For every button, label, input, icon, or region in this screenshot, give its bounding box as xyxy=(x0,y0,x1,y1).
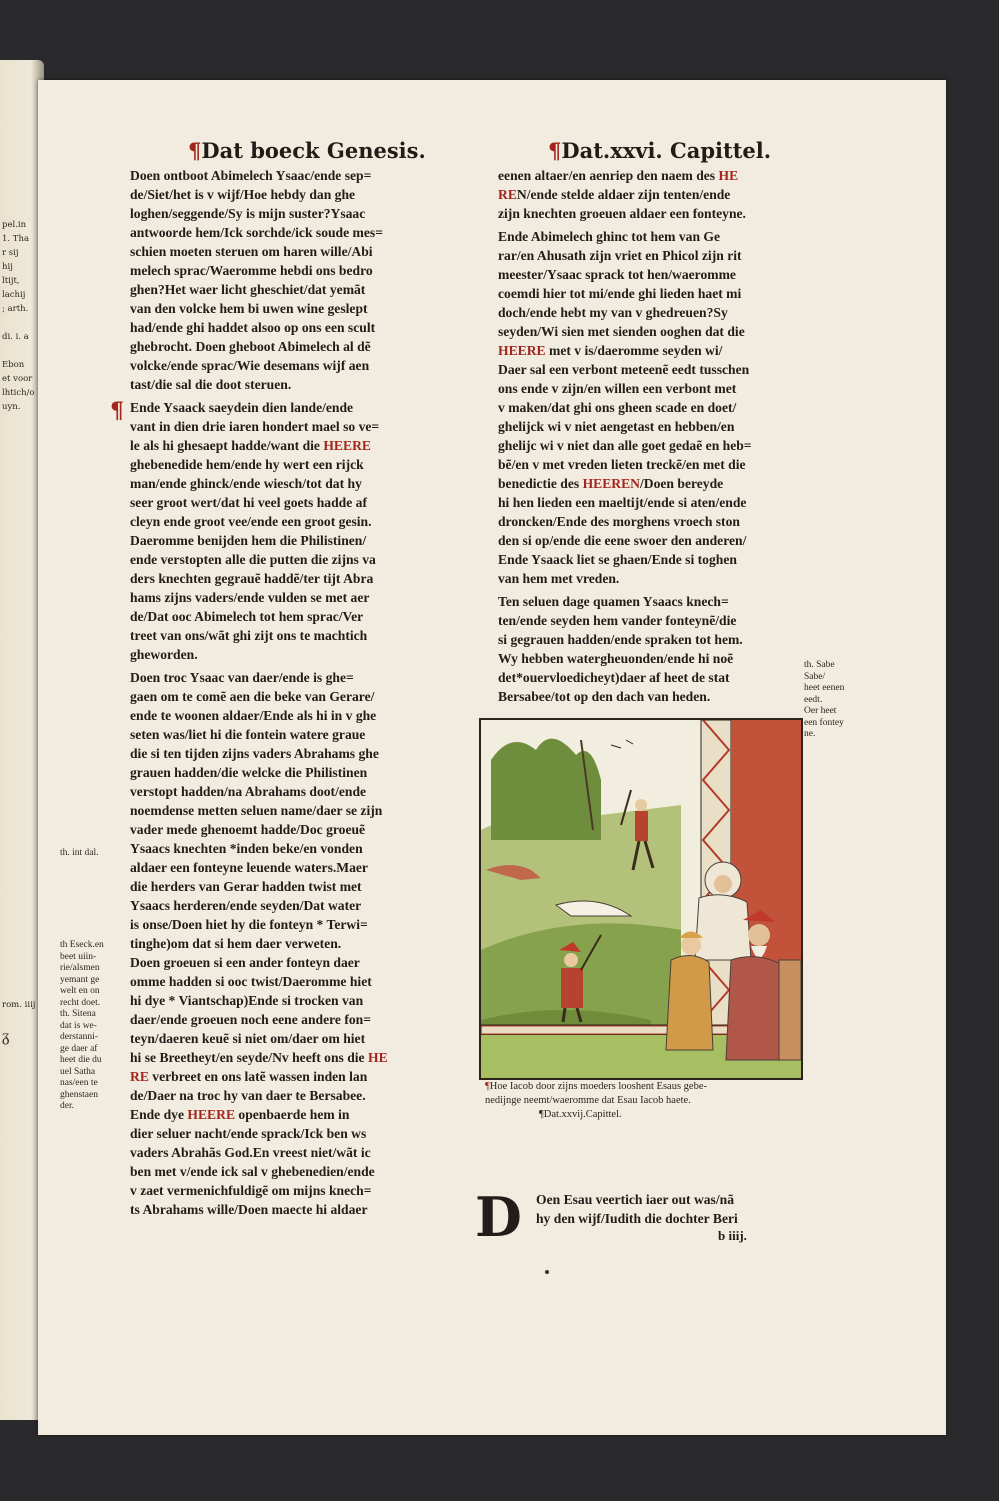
left-column-line: tinghe)om dat si hem daer verweten. xyxy=(130,936,342,951)
left-column-line: verstopt hadden/na Abrahams doot/ende xyxy=(130,784,367,799)
right-column-line: REN/ende stelde aldaer zijn tenten/ende xyxy=(498,187,731,202)
left-page-bottom-mark-2: ᵹ xyxy=(2,1026,10,1045)
left-column-line: ben met v/ende ick sal v ghebenedien/ende xyxy=(130,1164,375,1179)
book-page xyxy=(38,80,946,1435)
header-title-right: Dat.xxvi. Capittel. xyxy=(561,138,772,163)
left-column-line: vant in dien drie iaren hondert mael so ve= xyxy=(130,419,380,434)
caption-line-1: ¶Hoe Iacob door zijns moeders looshent Esaus gebe- xyxy=(485,1081,707,1092)
running-header-left xyxy=(188,138,426,163)
right-column-line: den si op/ende die eene swoer den anderen/ xyxy=(498,533,747,548)
left-column-line: ders knechten gegrauẽ haddẽ/ter tijt Abra xyxy=(130,571,374,586)
left-column-line: Doen troc Ysaac van daer/ende is ghe= xyxy=(130,670,354,685)
left-column-line: Ende dye HEERE openbaerde hem in xyxy=(130,1107,350,1122)
left-column-line: ts Abrahams wille/Doen maecte hi aldaer xyxy=(130,1202,368,1217)
left-column-line: seer groot wert/dat hi veel goets hadde af xyxy=(130,495,367,510)
left-page-margin-line: et voor xyxy=(2,374,33,384)
right-column-line: Ten seluen dage quamen Ysaacs knech= xyxy=(498,594,729,609)
left-page-margin-line: lachij xyxy=(2,290,26,300)
header-pilcrow-right: ¶ xyxy=(548,138,562,163)
right-column-line: benedictie des HEEREN/Doen bereyde xyxy=(498,476,724,491)
left-column-line: Daeromme benijden hem die Philistinen/ xyxy=(130,533,367,548)
left-column-line: hi dye * Viantschap)Ende si trocken van xyxy=(130,993,364,1008)
right-column-line: det*ouervloedicheyt)daer af heet de stat xyxy=(498,670,730,685)
page-dot xyxy=(545,1270,549,1274)
right-column-line: van hem met vreden. xyxy=(498,571,620,586)
left-column-line: treet van ons/wãt ghi zijt ons te machtich xyxy=(130,628,368,643)
left-page-margin-line: ltijt, xyxy=(2,276,20,286)
left-column-line: RE verbreet en ons latẽ wassen inden lan xyxy=(130,1069,368,1084)
left-page-margin-line: Ebon xyxy=(2,360,25,370)
right-column-line: Wy hebben watergheuonden/ende hi noẽ xyxy=(498,651,734,666)
left-column-line: seten was/liet hi die fontein watere graue xyxy=(130,727,366,742)
left-column-line: le als hi ghesaept hadde/want die HEERE xyxy=(130,438,371,453)
left-column-line: aldaer een fonteyne leuende waters.Maer xyxy=(130,860,368,875)
right-column-line: eenen altaer/en aenriep den naem des HE xyxy=(498,168,739,183)
left-page-margin-line: di. i. a xyxy=(2,332,29,342)
signature-mark: b iiij. xyxy=(718,1228,747,1243)
left-column-line: man/ende ghinck/ende wiesch/tot dat hy xyxy=(130,476,362,491)
left-column-line: de/Daer na troc hy van daer te Bersabee. xyxy=(130,1088,366,1103)
left-column-line: volcke/ende sprac/Wie desemans wijf aen xyxy=(130,358,370,373)
left-column-line: ghen?Het waer licht gheschiet/dat yemãt xyxy=(130,282,366,297)
left-column-line: vader mede ghenoemt hadde/Doc groeuẽ xyxy=(130,822,366,837)
right-column-line: v maken/dat ghi ons gheen scade en doet/ xyxy=(498,400,737,415)
left-column-line: Doen groeuen si een ander fonteyn daer xyxy=(130,955,360,970)
left-column-line: de/Dat ooc Abimelech tot hem sprac/Ver xyxy=(130,609,364,624)
chapter-opening-text xyxy=(536,1190,846,1228)
left-column-line: hi se Breetheyt/en seyde/Nv heeft ons die HE xyxy=(130,1050,388,1065)
margin-note-int-dal: th. int dal. xyxy=(60,848,99,858)
right-column-line: HEERE met v is/daeromme seyden wi/ xyxy=(498,343,723,358)
left-column-line: ende te woonen aldaer/Ende als hi in v ghe xyxy=(130,708,377,723)
left-column-line: vaders Abrahãs God.En vreest niet/wãt ic xyxy=(130,1145,371,1160)
left-column-line: hams zijns vaders/ende vulden se met aer xyxy=(130,590,370,605)
right-column-line: Ende Ysaack liet se ghaen/Ende si toghen xyxy=(498,552,737,567)
woodcut-illustration xyxy=(479,718,803,1080)
header-title-left: Dat boeck Genesis. xyxy=(201,138,426,163)
left-page-margin-line: lhtich/o xyxy=(2,388,35,398)
left-column-line: daer/ende groeuen noch eene andere fon= xyxy=(130,1012,371,1027)
left-column-line: teyn/daeren keuẽ si niet om/daer om hiet xyxy=(130,1031,366,1046)
left-column-line: die herders van Gerar hadden twist met xyxy=(130,879,362,894)
left-column-line: Ende Ysaack saeydein dien lande/ende xyxy=(130,400,354,415)
right-column-line: Bersabee/tot op den dach van heden. xyxy=(498,689,711,704)
left-column-line: ghebrocht. Doen gheboot Abimelech al dẽ xyxy=(130,339,371,354)
left-column-line: de/Siet/het is v wijf/Hoe hebdy dan ghe xyxy=(130,187,356,202)
left-column-line: van den volcke hem bi uwen wine geslept xyxy=(130,301,368,316)
drop-capital: D xyxy=(475,1185,522,1249)
left-column-line: die si ten tijden zijns vaders Abrahams ghe xyxy=(130,746,379,761)
left-column-line: v zaet vermenichfuldigẽ om mijns knech= xyxy=(130,1183,372,1198)
right-column-line: droncken/Ende des morghens vroech ston xyxy=(498,514,740,529)
margin-pilcrow: ¶ xyxy=(110,398,124,424)
left-column-line: loghen/seggende/Sy is mijn suster?Ysaac xyxy=(130,206,366,221)
left-column-line: antwoorde hem/Ick sorchde/ick soude mes= xyxy=(130,225,383,240)
right-column-line: meester/Ysaac sprack tot hen/waeromme xyxy=(498,267,736,282)
left-column-line: tast/die sal die doot steruen. xyxy=(130,377,292,392)
header-pilcrow-left: ¶ xyxy=(188,138,202,163)
left-column-line: ghebenedide hem/ende hy wert een rijck xyxy=(130,457,364,472)
left-column-line: had/ende ghi haddet alsoo op ons een scult xyxy=(130,320,376,335)
left-column-line: gaen om te comẽ aen die beke van Gerare/ xyxy=(130,689,375,704)
left-page-bottom-mark-1: rom. iiij xyxy=(2,1000,36,1010)
margin-note-esek: th Eseck.en beet uiin- rie/alsmen yemant ge welt en on recht doet. th. Sitena dat is we- derstanni- ge daer af heet die du uel Satha nas/een te ghenstaen der. xyxy=(60,940,104,1111)
right-column-line: bẽ/en v met vreden lieten treckẽ/en met die xyxy=(498,457,746,472)
left-page-margin-line: 1. Tha xyxy=(2,234,30,244)
woodcut-scene-image xyxy=(481,720,801,1078)
left-column-line: grauen hadden/die welcke die Philistinen xyxy=(130,765,368,780)
left-column-line: noemdense metten seluen name/daer se zijn xyxy=(130,803,383,818)
right-column-line: doch/ende hebt my van v ghedreuen?Sy xyxy=(498,305,728,320)
left-page-margin-line: uyn. xyxy=(2,402,21,412)
left-column-line: Doen ontboot Abimelech Ysaac/ende sep= xyxy=(130,168,372,183)
right-column-line: ons ende v zijn/en willen een verbont met xyxy=(498,381,737,396)
margin-note-sabe: th. Sabe Sabe/ heet eenen eedt. Oer heet een fontey ne. xyxy=(804,660,845,739)
right-column-line: Daer sal een verbont meteenẽ eedt tusschen xyxy=(498,362,750,377)
left-page-margin-line: r sij xyxy=(2,248,19,258)
left-column-line: melech sprac/Waeromme hebdi ons bedro xyxy=(130,263,373,278)
left-column-line: omme hadden si ooc twist/Daeromme hiet xyxy=(130,974,372,989)
right-column-line: coemdi hier tot mi/ende ghi lieden haet mi xyxy=(498,286,742,301)
right-column-line: zijn knechten groeuen aldaer een fonteyne. xyxy=(498,206,746,221)
caption-line-2: nedijnge neemt/waeromme dat Esau Iacob haete. xyxy=(485,1095,691,1106)
left-column-line: schien moeten steruen om haren wille/Abi xyxy=(130,244,373,259)
left-column-line: cleyn ende groot vee/ende een groot gesin. xyxy=(130,514,372,529)
right-column-line: seyden/Wi sien met sienden ooghen dat die xyxy=(498,324,745,339)
left-column-line: ende verstopten alle die putten die zijns va xyxy=(130,552,376,567)
left-column-line: Ysaacs herderen/ende seyden/Dat water xyxy=(130,898,362,913)
left-column-line: gheworden. xyxy=(130,647,198,662)
right-column-line: ghelijc wi v niet dan alle goet gedaẽ en heb= xyxy=(498,438,752,453)
left-column-line: Ysaacs knechten *inden beke/en vonden xyxy=(130,841,363,856)
running-header-right xyxy=(548,138,771,163)
right-column-line: ghelijck wi v niet aengetast en hebben/en xyxy=(498,419,735,434)
left-column-line: dier seluer nacht/ende sprack/Ick ben ws xyxy=(130,1126,367,1141)
left-page-margin-line: hij xyxy=(2,262,13,272)
chapter-label: ¶Dat.xxvij.Capittel. xyxy=(539,1109,622,1120)
chapter-opening-line-2: hy den wijf/Iudith die dochter Beri xyxy=(536,1211,738,1226)
left-page-margin-line: ; arth. xyxy=(2,304,29,314)
right-column-line: ten/ende seyden hem vander fonteynẽ/die xyxy=(498,613,737,628)
right-column-line: Ende Abimelech ghinc tot hem van Ge xyxy=(498,229,721,244)
left-page-margin-line: pel.in xyxy=(2,220,27,230)
caption-text-1: Hoe Iacob door zijns moeders looshent Esaus gebe- xyxy=(489,1081,707,1092)
right-column-line: rar/en Ahusath zijn vriet en Phicol zijn rit xyxy=(498,248,742,263)
left-text-column xyxy=(130,166,465,1219)
right-text-column xyxy=(498,166,818,706)
chapter-opening-line-1: Oen Esau veertich iaer out was/nã xyxy=(536,1192,734,1207)
woodcut-caption xyxy=(485,1080,815,1122)
right-column-line: si gegrauen hadden/ende spraken tot hem. xyxy=(498,632,743,647)
right-column-line: hi hen lieden een maeltijt/ende si aten/ende xyxy=(498,495,747,510)
left-column-line: is onse/Doen hiet hy die fonteyn * Terwi= xyxy=(130,917,368,932)
